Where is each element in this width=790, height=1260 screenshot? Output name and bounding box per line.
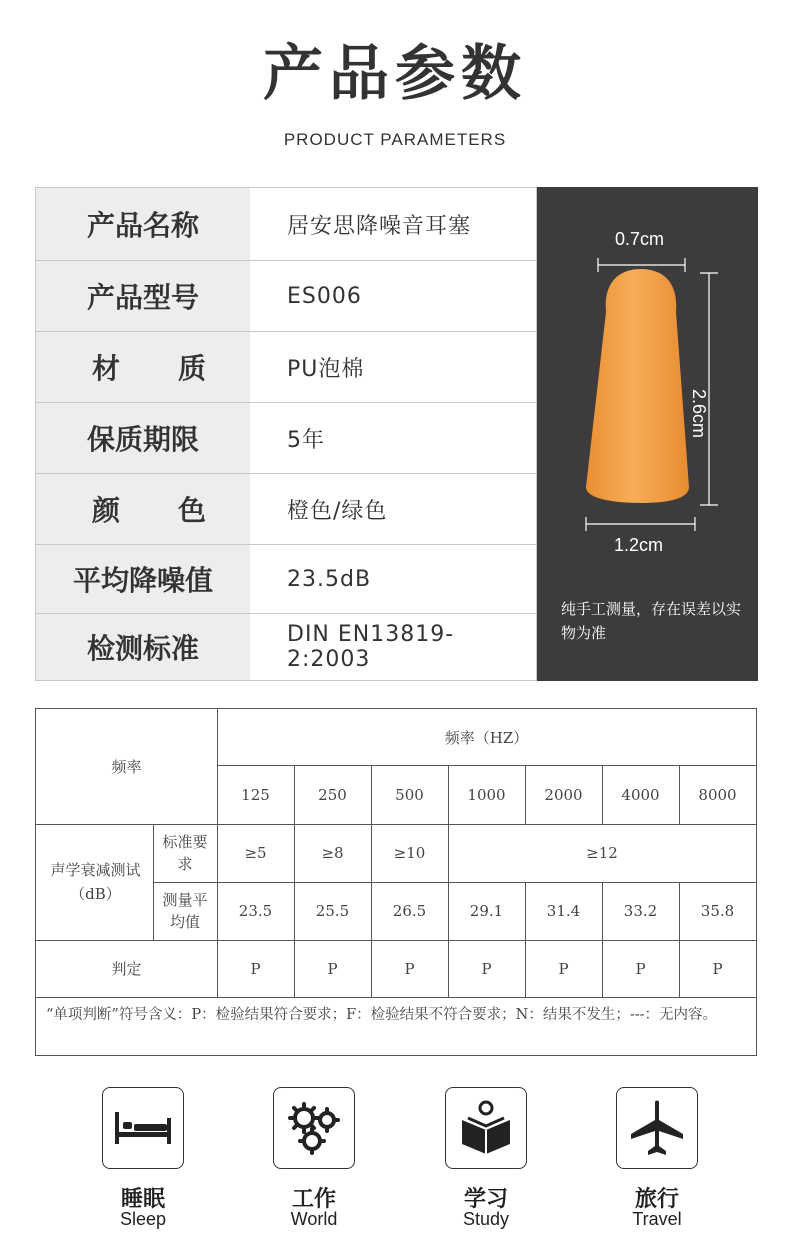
std-label: 标准要求 xyxy=(162,833,208,873)
freq-cell: 8000 xyxy=(698,785,737,804)
spec-value: DIN EN13819-2:2003 xyxy=(287,622,455,672)
row-header: 频率 xyxy=(111,758,142,776)
earplug-shape xyxy=(586,269,689,503)
spec-label-right: 色 xyxy=(177,494,206,527)
spec-value: 5年 xyxy=(287,427,325,453)
measured-cell: 26.5 xyxy=(392,902,427,920)
product-dimension-panel xyxy=(537,187,758,681)
study-label-en: Study xyxy=(462,1209,510,1229)
spec-row-shelf-life xyxy=(36,403,536,474)
page-title: 产品参数 xyxy=(263,39,527,109)
freq-cell: 125 xyxy=(241,785,270,804)
std-cell: ≥8 xyxy=(321,844,344,862)
measured-cell: 33.2 xyxy=(623,902,658,920)
airplane-icon xyxy=(616,1087,698,1169)
freq-cell: 250 xyxy=(318,785,347,804)
spec-value: 23.5dB xyxy=(287,566,372,592)
spec-label-right: 质 xyxy=(177,352,206,385)
travel-label-zh: 旅行 xyxy=(634,1187,679,1212)
verdict-cell: P xyxy=(327,959,338,978)
spec-label: 产品名称 xyxy=(36,188,250,260)
verdict-cell: P xyxy=(712,959,723,978)
group-label: 声学衰减测试（dB） xyxy=(50,861,141,903)
spec-value: PU泡棉 xyxy=(287,356,365,382)
spec-row-material xyxy=(36,332,536,403)
spec-table xyxy=(35,187,537,681)
spec-label-left: 颜 xyxy=(92,494,121,527)
std-cell: ≥5 xyxy=(244,844,267,862)
spec-row-noise-reduction xyxy=(36,545,536,614)
measured-cell: 35.8 xyxy=(700,902,735,920)
spec-row-name xyxy=(36,188,536,261)
measured-cell: 31.4 xyxy=(546,902,581,920)
attenuation-table xyxy=(35,708,757,1056)
freq-cell: 4000 xyxy=(621,785,660,804)
travel-label-en: Travel xyxy=(632,1209,682,1229)
spec-label-left: 材 xyxy=(92,352,121,385)
work-label-en: World xyxy=(290,1209,338,1229)
width-bottom-label: 1.2cm xyxy=(614,535,664,555)
spec-row-standard xyxy=(36,614,536,680)
width-top-label: 0.7cm xyxy=(615,229,665,249)
std-cell: ≥10 xyxy=(393,844,426,862)
spec-value: ES006 xyxy=(287,283,362,309)
verdict-cell: P xyxy=(481,959,492,978)
verdict-cell: P xyxy=(250,959,261,978)
spec-row-color xyxy=(36,474,536,545)
bed-icon xyxy=(102,1087,184,1169)
study-label-zh: 学习 xyxy=(463,1187,508,1212)
work-label-zh: 工作 xyxy=(291,1187,336,1212)
table-footnote: “单项判断”符号含义：P：检验结果符合要求；F：检验结果不符合要求；N：结果不发生；---：无内容。 xyxy=(46,1007,718,1023)
page-subtitle: PRODUCT PARAMETERS xyxy=(283,130,507,149)
col-header: 频率（HZ） xyxy=(444,728,529,747)
height-label: 2.6cm xyxy=(689,389,709,439)
freq-cell: 2000 xyxy=(544,785,583,804)
freq-cell: 1000 xyxy=(467,785,506,804)
sleep-label-zh: 睡眠 xyxy=(120,1187,165,1212)
verdict-cell: P xyxy=(404,959,415,978)
spec-row-model xyxy=(36,261,536,332)
spec-value: 橙色/绿色 xyxy=(287,498,388,524)
verdict-cell: P xyxy=(558,959,569,978)
spec-label xyxy=(36,474,250,544)
spec-label: 保质期限 xyxy=(36,403,250,473)
verdict-label: 判定 xyxy=(111,960,142,978)
freq-cell: 500 xyxy=(395,785,424,804)
measured-label: 测量平均值 xyxy=(162,891,208,931)
spec-label: 检测标准 xyxy=(36,614,250,680)
measurement-note: 纯手工测量，存在误差以实物为准 xyxy=(561,600,742,642)
spec-label: 平均降噪值 xyxy=(36,545,250,613)
std-cell: ≥12 xyxy=(586,844,618,862)
reading-icon xyxy=(445,1087,527,1169)
spec-label: 产品型号 xyxy=(36,261,250,331)
sleep-label-en: Sleep xyxy=(119,1209,167,1229)
measured-cell: 23.5 xyxy=(238,902,273,920)
measured-cell: 25.5 xyxy=(315,902,350,920)
spec-value: 居安思降噪音耳塞 xyxy=(287,213,472,239)
measured-cell: 29.1 xyxy=(469,902,504,920)
verdict-cell: P xyxy=(635,959,646,978)
gears-icon xyxy=(273,1087,355,1169)
spec-label xyxy=(36,332,250,402)
